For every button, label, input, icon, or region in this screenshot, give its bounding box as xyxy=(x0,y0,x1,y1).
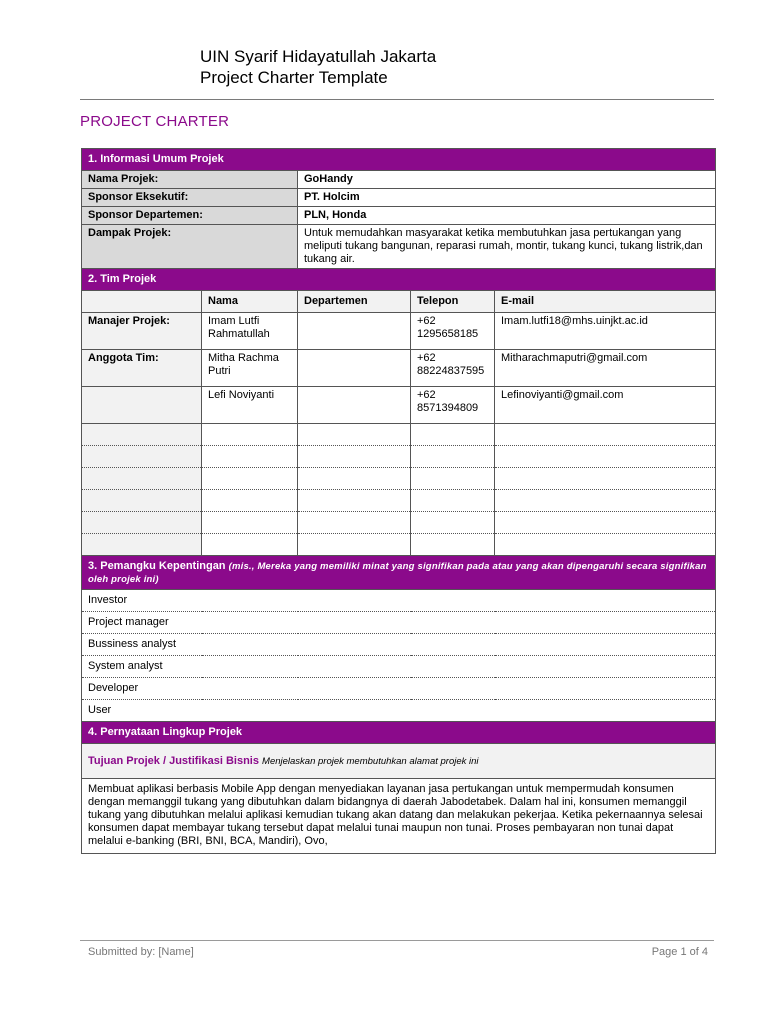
team-header-nama: Nama xyxy=(202,291,298,313)
empty-cell xyxy=(298,424,411,446)
team-empty-row xyxy=(82,512,716,534)
section-1-title: 1. Informasi Umum Projek xyxy=(82,149,716,171)
stakeholder-item: Developer xyxy=(82,678,716,700)
team-nama: Lefi Noviyanti xyxy=(202,387,298,424)
stakeholder-row xyxy=(82,612,716,634)
empty-cell xyxy=(202,468,298,490)
empty-cell xyxy=(495,446,716,468)
stakeholder-row xyxy=(82,634,716,656)
team-empty-row xyxy=(82,424,716,446)
empty-cell xyxy=(495,490,716,512)
info-label: Nama Projek: xyxy=(82,171,298,189)
tujuan-row xyxy=(82,744,716,779)
tujuan-body-row xyxy=(82,779,716,854)
info-value: PT. Holcim xyxy=(298,189,716,207)
tujuan-body: Membuat aplikasi berbasis Mobile App dengan menyediakan layanan jasa pertukangan untuk mempermudah konsumen dengan memanggil tukang yang dibutuhkan dalam bidangnya di daerah Jabodetabek. Dalam hal ini, konsumen memanggil tukang yang dibutuhkan melalui aplikasi kemudian tukang akan datang dan melakukan pekerjaa. Ketika pekernaannya selesai konsumen dapat membayar tukang tersebut dapat melalui tunai maupun non tunai. Proses pembayaran non tunai dapat melalui e-banking (BRI, BNI, BCA, Mandiri), Ovo, xyxy=(82,779,716,854)
team-row xyxy=(82,313,716,350)
empty-cell xyxy=(495,424,716,446)
header-template-name: Project Charter Template xyxy=(200,68,388,87)
team-header-telepon: Telepon xyxy=(411,291,495,313)
empty-cell xyxy=(298,534,411,556)
stakeholder-item: Project manager xyxy=(82,612,716,634)
empty-cell xyxy=(82,512,202,534)
team-empty-row xyxy=(82,468,716,490)
stakeholder-row xyxy=(82,656,716,678)
stakeholder-row xyxy=(82,590,716,612)
empty-cell xyxy=(411,512,495,534)
section-3-title: 3. Pemangku Kepentingan xyxy=(88,560,226,572)
info-label: Sponsor Eksekutif: xyxy=(82,189,298,207)
header-divider xyxy=(80,99,714,100)
empty-cell xyxy=(411,446,495,468)
team-departemen xyxy=(298,313,411,350)
section-2-header xyxy=(82,269,716,291)
empty-cell xyxy=(82,490,202,512)
footer-divider xyxy=(80,940,714,941)
stakeholder-item: User xyxy=(82,700,716,722)
empty-cell xyxy=(495,512,716,534)
team-row xyxy=(82,387,716,424)
document-header xyxy=(200,46,436,88)
stakeholder-row xyxy=(82,678,716,700)
info-label: Dampak Projek: xyxy=(82,225,298,269)
team-header-departemen: Departemen xyxy=(298,291,411,313)
charter-table xyxy=(81,148,716,854)
empty-cell xyxy=(411,424,495,446)
empty-cell xyxy=(411,468,495,490)
team-nama: Imam Lutfi Rahmatullah xyxy=(202,313,298,350)
stakeholder-item: System analyst xyxy=(82,656,716,678)
empty-cell xyxy=(82,446,202,468)
tujuan-title: Tujuan Projek / Justifikasi Bisnis xyxy=(88,754,259,767)
team-telepon: +62 1295658185 xyxy=(411,313,495,350)
team-telepon: +62 88224837595 xyxy=(411,350,495,387)
info-label: Sponsor Departemen: xyxy=(82,207,298,225)
empty-cell xyxy=(82,468,202,490)
section-1-header xyxy=(82,149,716,171)
team-header-email: E-mail xyxy=(495,291,716,313)
empty-cell xyxy=(298,446,411,468)
info-row xyxy=(82,225,716,269)
info-row xyxy=(82,207,716,225)
team-telepon: +62 8571394809 xyxy=(411,387,495,424)
empty-cell xyxy=(202,490,298,512)
stakeholder-item: Bussiness analyst xyxy=(82,634,716,656)
header-institution: UIN Syarif Hidayatullah Jakarta xyxy=(200,47,437,66)
tujuan-note: Menjelaskan projek membutuhkan alamat projek ini xyxy=(262,755,479,767)
team-email: Mitharachmaputri@gmail.com xyxy=(495,350,716,387)
empty-cell xyxy=(411,490,495,512)
section-4-header xyxy=(82,722,716,744)
team-row xyxy=(82,350,716,387)
stakeholder-item: Investor xyxy=(82,590,716,612)
footer-submitted-by: Submitted by: [Name] xyxy=(88,946,194,958)
team-email: Lefinoviyanti@gmail.com xyxy=(495,387,716,424)
section-3-header xyxy=(82,556,716,590)
team-empty-row xyxy=(82,490,716,512)
team-departemen xyxy=(298,387,411,424)
info-value: Untuk memudahkan masyarakat ketika membutuhkan jasa pertukangan yang meliputi tukang bangunan, reparasi rumah, montir, tukang kunci, tukang listrik,dan tukang air. xyxy=(298,225,716,269)
empty-cell xyxy=(202,446,298,468)
team-column-headers xyxy=(82,291,716,313)
empty-cell xyxy=(298,468,411,490)
section-3-note: (mis., Mereka yang memiliki minat yang signifikan pada atau yang akan dipengaruhi secara signifikan oleh projek ini) xyxy=(88,561,707,585)
empty-cell xyxy=(202,512,298,534)
team-role xyxy=(82,387,202,424)
info-row xyxy=(82,171,716,189)
empty-cell xyxy=(82,424,202,446)
team-email: Imam.lutfi18@mhs.uinjkt.ac.id xyxy=(495,313,716,350)
section-2-title: 2. Tim Projek xyxy=(82,269,716,291)
empty-cell xyxy=(495,468,716,490)
section-3-cell xyxy=(82,556,716,590)
info-value: GoHandy xyxy=(298,171,716,189)
empty-cell xyxy=(298,512,411,534)
empty-cell xyxy=(202,424,298,446)
team-header-role xyxy=(82,291,202,313)
team-role: Anggota Tim: xyxy=(82,350,202,387)
team-nama: Mitha Rachma Putri xyxy=(202,350,298,387)
tujuan-cell xyxy=(82,744,716,779)
page-title: PROJECT CHARTER xyxy=(80,113,230,130)
empty-cell xyxy=(495,534,716,556)
footer-page-number: Page 1 of 4 xyxy=(651,946,708,958)
team-role: Manajer Projek: xyxy=(82,313,202,350)
info-row xyxy=(82,189,716,207)
team-empty-row xyxy=(82,446,716,468)
empty-cell xyxy=(82,534,202,556)
section-4-title: 4. Pernyataan Lingkup Projek xyxy=(82,722,716,744)
stakeholder-row xyxy=(82,700,716,722)
empty-cell xyxy=(411,534,495,556)
empty-cell xyxy=(202,534,298,556)
empty-cell xyxy=(298,490,411,512)
team-empty-row xyxy=(82,534,716,556)
team-departemen xyxy=(298,350,411,387)
info-value: PLN, Honda xyxy=(298,207,716,225)
